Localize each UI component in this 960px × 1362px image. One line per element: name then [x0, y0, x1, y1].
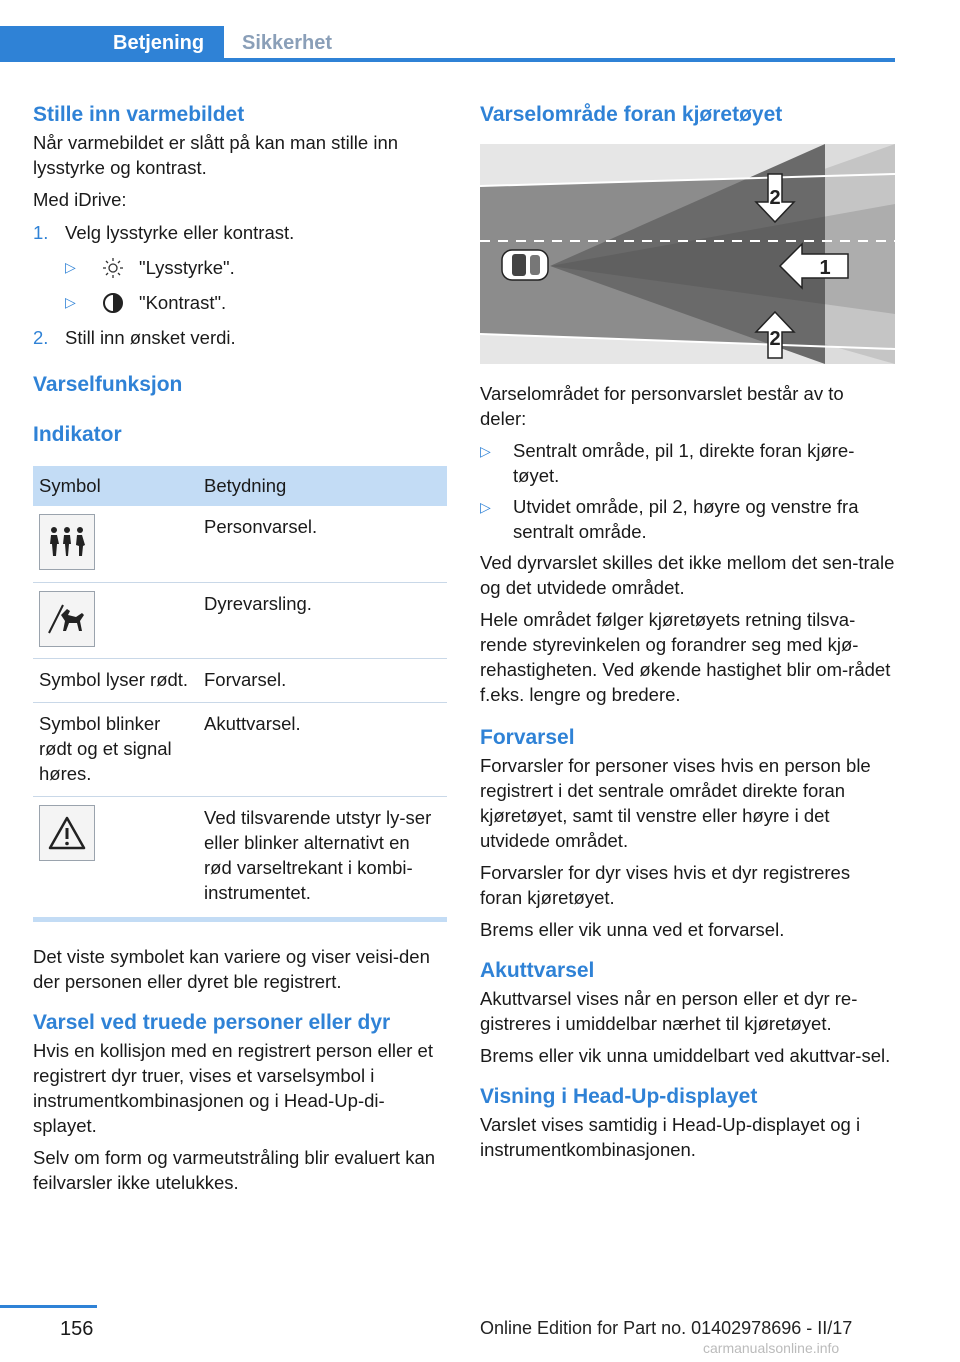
paragraph: Brems eller vik unna umiddelbart ved akuttvar-sel.	[480, 1045, 891, 1066]
table-row	[33, 658, 447, 702]
bullet-triangle-icon: ▷	[480, 443, 491, 459]
step-number: 2.	[33, 327, 49, 348]
symbol-cell	[33, 506, 198, 582]
section-title-head-up: Visning i Head-Up-displayet	[480, 1085, 758, 1108]
tab-betjening[interactable]: Betjening	[0, 26, 224, 62]
meaning-cell: Dyrevarsling.	[198, 582, 447, 658]
sub-step	[65, 255, 447, 280]
table-row	[33, 506, 447, 582]
paragraph: Forvarsler for dyr vises hvis et dyr registreres foran kjøretøyet.	[480, 862, 851, 908]
table-row	[33, 582, 447, 658]
meaning-cell: Ved tilsvarende utstyr ly-ser eller blinker alternativt en rød varseltrekant i kombi-instrumentet.	[204, 806, 432, 903]
meaning-cell: Akuttvarsel.	[198, 702, 447, 796]
table-row	[33, 702, 447, 796]
header-divider	[0, 58, 895, 62]
paragraph: Ved dyrvarslet skilles det ikke mellom det sen-trale og det utvidede området.	[480, 552, 895, 598]
bullet-triangle-icon: ▷	[480, 499, 491, 515]
numbered-step	[33, 325, 447, 350]
right-column	[480, 100, 895, 1169]
column-header-betydning: Betydning	[198, 466, 447, 506]
paragraph: Forvarsler for personer vises hvis en person ble registrert i det sentrale området direkte foran kjøretøyet, samt til venstre eller høyre i det utvidede området.	[480, 755, 871, 851]
paragraph: Brems eller vik unna ved et forvarsel.	[480, 919, 785, 940]
watermark: carmanualsonline.info	[703, 1340, 840, 1356]
diagram-label-top: 2	[769, 187, 781, 209]
contrast-icon	[95, 292, 131, 314]
section-title-varmebildet: Stille inn varmebildet	[33, 103, 245, 126]
animal-warning-icon	[39, 591, 95, 647]
symbol-cell	[33, 796, 198, 915]
sub-step-text: "Kontrast".	[139, 292, 227, 313]
diagram-label-bottom: 2	[769, 328, 781, 350]
paragraph: Akuttvarsel vises når en person eller et dyr re-gistreres i umiddelbar nærhet til kjøretøyet.	[480, 988, 858, 1034]
edition-text: Online Edition for Part no. 01402978696 - II/17	[480, 1318, 853, 1338]
list-item-text: Sentralt område, pil 1, direkte foran kjøre-tøyet.	[513, 440, 855, 486]
warning-triangle-icon	[39, 805, 95, 861]
symbol-cell: Symbol lyser rødt.	[33, 658, 198, 702]
footer-rule	[0, 1305, 97, 1308]
page-number: 156	[60, 1318, 94, 1340]
paragraph: Varselområdet for personvarslet består av to deler:	[480, 383, 844, 429]
section-title-varselomrade: Varselområde foran kjøretøyet	[480, 103, 783, 126]
step-text: Velg lysstyrke eller kontrast.	[65, 222, 295, 243]
sub-step-text: "Lysstyrke".	[139, 257, 235, 278]
numbered-step	[33, 220, 447, 245]
header-bar	[0, 0, 960, 62]
bullet-triangle-icon: ▷	[65, 259, 76, 275]
indicator-table	[33, 466, 447, 915]
warning-area-diagram	[480, 144, 895, 369]
bullet-triangle-icon: ▷	[65, 294, 76, 310]
meaning-cell: Personvarsel.	[198, 506, 447, 582]
symbol-cell	[33, 582, 198, 658]
pedestrian-warning-icon	[39, 514, 95, 570]
section-title-indikator: Indikator	[33, 423, 122, 446]
section-title-akuttvarsel: Akuttvarsel	[480, 959, 595, 982]
paragraph: Selv om form og varmeutstråling blir evaluert kan feilvarsler ikke utelukkes.	[33, 1146, 436, 1193]
symbol-cell: Symbol blinker rødt og et signal høres.	[33, 702, 198, 796]
left-column	[33, 100, 447, 1202]
car-icon	[502, 250, 548, 280]
step-number: 1.	[33, 222, 49, 243]
table-bottom-rule	[33, 917, 447, 922]
sub-step	[65, 290, 447, 315]
paragraph: Med iDrive:	[33, 189, 127, 210]
paragraph: Det viste symbolet kan variere og viser veisi-den der personen eller dyret ble registrert.	[33, 945, 430, 992]
section-title-varselfunksjon: Varselfunksjon	[33, 373, 183, 396]
column-header-symbol: Symbol	[33, 466, 198, 506]
list-item	[480, 438, 895, 488]
paragraph: Varslet vises samtidig i Head-Up-displayet og i instrumentkombinasjonen.	[480, 1114, 861, 1160]
diagram-label-center: 1	[819, 257, 831, 279]
sun-icon	[95, 257, 131, 279]
section-title-varsel-truede: Varsel ved truede personer eller dyr	[33, 1010, 391, 1034]
paragraph: Hele området følger kjøretøyets retning tilsva-rende styrevinkelen og forandrer seg med kjø-rehastigheten. Ved økende hastighet blir om-rådet f.eks. lengre og bredere.	[480, 609, 891, 705]
paragraph: Hvis en kollisjon med en registrert person eller et registrert dyr truer, vises et varselsymbol i instrumentkombinasjonen og i Head-Up-di-splayet.	[33, 1039, 433, 1136]
table-header-row	[33, 466, 447, 506]
list-item-text: Utvidet område, pil 2, høyre og venstre fra sentralt område.	[513, 496, 859, 542]
meaning-cell: Forvarsel.	[198, 658, 447, 702]
list-item	[480, 494, 895, 544]
section-title-forvarsel: Forvarsel	[480, 726, 575, 749]
paragraph: Når varmebildet er slått på kan man stille inn lysstyrke og kontrast.	[33, 132, 399, 178]
table-row	[33, 796, 447, 915]
step-text: Still inn ønsket verdi.	[65, 327, 236, 348]
tab-sikkerhet[interactable]: Sikkerhet	[242, 32, 333, 54]
